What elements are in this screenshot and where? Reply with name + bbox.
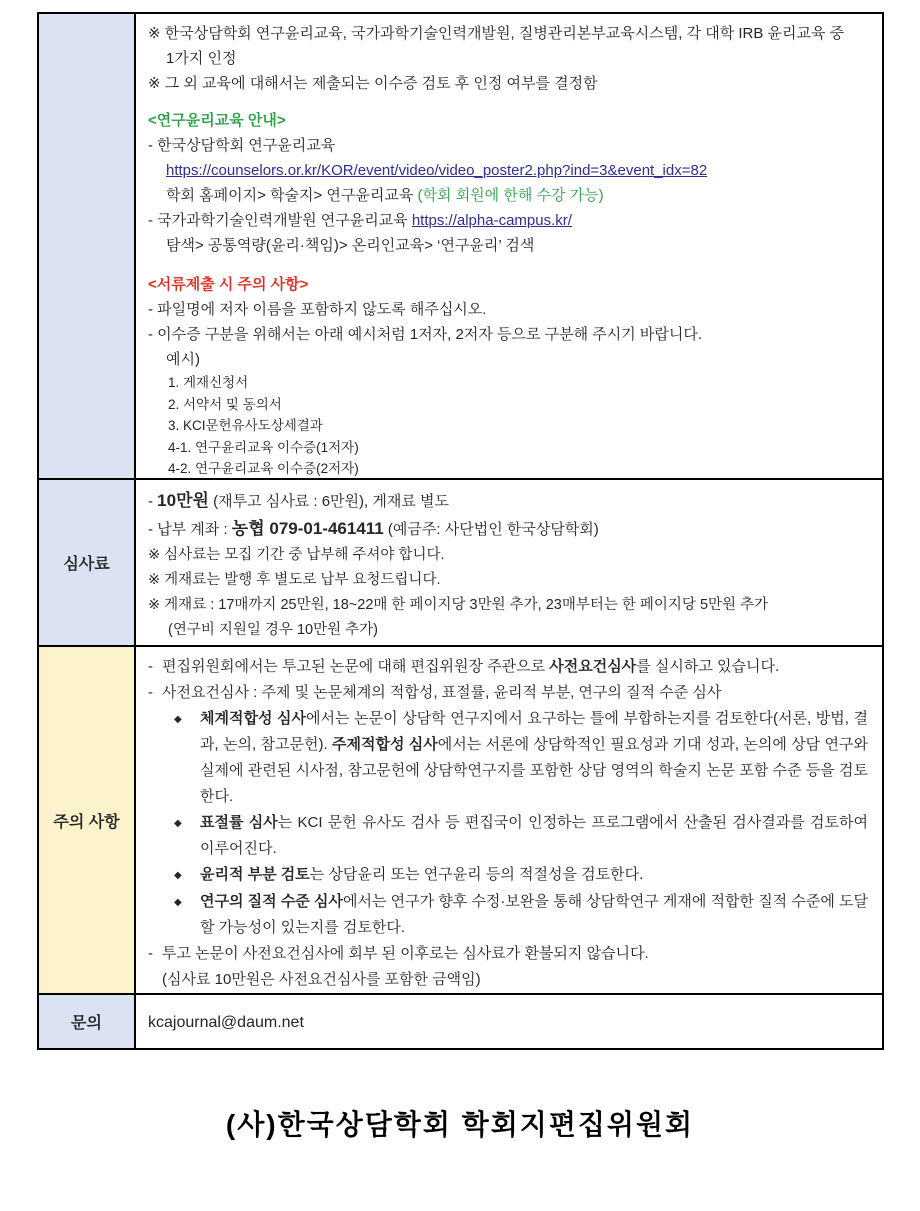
dash-marker: - <box>148 945 153 962</box>
committee-title: (사)한국상담학회 학회지편집위원회 <box>225 1109 695 1140</box>
prerequisite-review-bold: 사전요건심사 <box>549 658 637 675</box>
no-refund-sub: (심사료 10만원은 사전요건심사를 포함한 금액임) <box>162 971 481 988</box>
plagiarism-text: 는 KCI 문헌 유사도 검사 등 편집국이 인정하는 프로그램에서 산출된 검사결과를 검토하여 이루어진다. <box>200 814 868 857</box>
bullet-quality <box>148 889 868 941</box>
publication-fee-note: ※ 게재료는 발행 후 별도로 납부 요청드립니다. <box>148 572 441 588</box>
cautions-label-cell <box>39 647 136 993</box>
education-item-kca: - 한국상담학회 연구윤리교육 <box>148 137 336 154</box>
submission-guidelines-table <box>37 12 884 1050</box>
cautions-content <box>136 647 882 993</box>
bank-account-number: 농협 079-01-461411 <box>231 519 384 538</box>
example-document-list <box>148 372 868 478</box>
bullet-ethics <box>148 862 868 889</box>
alpha-campus-link[interactable]: https://alpha-campus.kr/ <box>411 212 572 229</box>
no-refund-line <box>148 941 868 967</box>
ethics-text: 는 상담윤리 또는 연구윤리 등의 적절성을 검토한다. <box>309 866 644 883</box>
table-row-cautions <box>39 647 882 995</box>
education-item-alpha <box>148 208 868 233</box>
diamond-bullet-icon: ◆ <box>174 714 182 725</box>
ethics-bold: 윤리적 부분 검토 <box>200 866 310 883</box>
topic-fit-text: 에서는 서론에 상담학적인 필요성과 기대 성과, 논의에 상담 연구와 실제에 관련된 시사점, 참고문헌에 상담학연구지를 포함한 상담 영역의 학술지 논문 포함 수준 등을 검토한다. <box>200 736 868 805</box>
alpha-education-path: 탐색> 공통역량(윤리·책임)> 온리인교육> ‘연구윤리’ 검색 <box>166 237 535 254</box>
fee-amount-line <box>148 487 868 515</box>
example-item-application: 1. 게재신청서 <box>168 375 249 390</box>
fee-amount-detail: (재투고 심사료 : 6만원), 게재료 별도 <box>208 493 449 510</box>
ethics-education-content <box>136 14 882 478</box>
fee-dash: - <box>148 493 158 510</box>
other-education-note: ※ 그 외 교육에 대해서는 제출되는 이수증 검토 후 인정 여부를 결정함 <box>148 75 598 92</box>
document-submission-header: <서류제출 시 주의 사항> <box>148 276 309 293</box>
bank-account-line <box>148 515 868 543</box>
bullet-plagiarism <box>148 810 868 862</box>
accepted-education-note-line2: 1가지 인정 <box>166 50 237 67</box>
publication-fee-detail-sub: (연구비 지원일 경우 10만원 추가) <box>168 622 378 638</box>
bank-account-prefix: - 납부 계좌 : <box>148 521 232 538</box>
review-fee-content <box>136 480 882 645</box>
example-item-certificate-author2: 4-2. 연구윤리교육 이수증(2저자) <box>168 461 359 476</box>
table-row-review-fee <box>39 480 882 647</box>
prerequisite-review-text: 편집위원회에서는 투고된 논문에 대해 편집위원장 주관으로 <box>162 658 550 675</box>
prerequisite-scope-line <box>148 680 868 706</box>
table-row-contact <box>39 995 882 1050</box>
review-fee-label-cell <box>39 480 136 645</box>
no-refund-text: 투고 논문이 사전요건심사에 회부 된 이후로는 심사료가 환불되지 않습니다. <box>162 945 649 962</box>
example-item-certificate-author1: 4-1. 연구윤리교육 이수증(1저자) <box>168 439 359 455</box>
alpha-education-text: - 국가과학기술인력개발원 연구윤리교육 <box>148 212 412 229</box>
dash-marker: - <box>148 684 153 701</box>
table-row-ethics-education <box>39 14 882 480</box>
example-item-kci-report: 3. KCI문헌유사도상세결과 <box>168 418 323 433</box>
ethics-education-label-cell <box>39 14 136 478</box>
contact-label-cell <box>39 995 136 1048</box>
bank-account-holder: (예금주: 사단법인 한국상담학회) <box>383 521 599 538</box>
kca-education-path-text: 학회 홈페이지> 학술지> 연구윤리교육 <box>166 187 418 204</box>
diamond-bullet-icon: ◆ <box>174 897 182 908</box>
kca-education-path-note: (학회 회원에 한해 수강 가능) <box>417 187 604 204</box>
example-label: 예시) <box>166 351 200 368</box>
prerequisite-review-line <box>148 654 868 680</box>
prerequisite-review-post: 를 실시하고 있습니다. <box>636 658 780 675</box>
structure-fit-bold: 체계적합성 심사 <box>200 710 307 727</box>
diamond-bullet-icon: ◆ <box>174 818 182 829</box>
kca-education-link[interactable]: https://counselors.or.kr/KOR/event/video/video_poster2.php?ind=3&event_idx=82 <box>166 162 708 179</box>
structure-fit-text: 에서는 논문이 상담학 연구지에서 요구하는 틀에 부합하는지를 검토한다(서론, 방법, 결과, 논의, 참고문헌). <box>200 710 868 753</box>
fee-payment-note: ※ 심사료는 모집 기간 중 납부해 주셔야 합니다. <box>148 547 445 563</box>
diamond-bullet-icon: ◆ <box>174 870 182 881</box>
plagiarism-bold: 표절률 심사 <box>200 814 278 831</box>
cautions-label: 주의 사항 <box>53 813 120 831</box>
review-fee-label: 심사료 <box>63 556 110 573</box>
certificate-note: - 이수증 구분을 위해서는 아래 예시처럼 1저자, 2저자 등으로 구분해 주시기 바랍니다. <box>148 326 703 343</box>
fee-amount: 10만원 <box>157 491 209 510</box>
quality-bold: 연구의 질적 수준 심사 <box>200 893 343 910</box>
contact-content <box>136 995 882 1048</box>
topic-fit-bold: 주제적합성 심사 <box>331 736 438 753</box>
contact-email: kcajournal@daum.net <box>148 1013 304 1031</box>
contact-label: 문의 <box>71 1015 102 1032</box>
dash-marker: - <box>148 658 153 675</box>
prerequisite-scope-text: 사전요건심사 : 주제 및 논문체계의 적합성, 표절률, 윤리적 부분, 연구의 질적 수준 심사 <box>162 684 722 701</box>
accepted-education-note-line1: ※ 한국상담학회 연구윤리교육, 국가과학기술인력개발원, 질병관리본부교육시스템, 각 대학 IRB 윤리교육 중 <box>148 25 845 42</box>
example-item-pledge: 2. 서약서 및 동의서 <box>168 396 282 412</box>
kca-education-path <box>148 183 868 208</box>
education-guide-header: <연구윤리교육 안내> <box>148 112 286 129</box>
bullet-structure-fit <box>148 706 868 810</box>
quality-text: 에서는 연구가 향후 수정·보완을 통해 상담학연구 게재에 적합한 질적 수준에 도달할 가능성이 있는지를 검토한다. <box>200 893 868 936</box>
filename-note: - 파일명에 저자 이름을 포함하지 않도록 해주십시오. <box>148 301 487 318</box>
publication-fee-detail: ※ 게재료 : 17매까지 25만원, 18~22매 한 페이지당 3만원 추가, 23매부터는 한 페이지당 5만원 추가 <box>148 597 769 613</box>
